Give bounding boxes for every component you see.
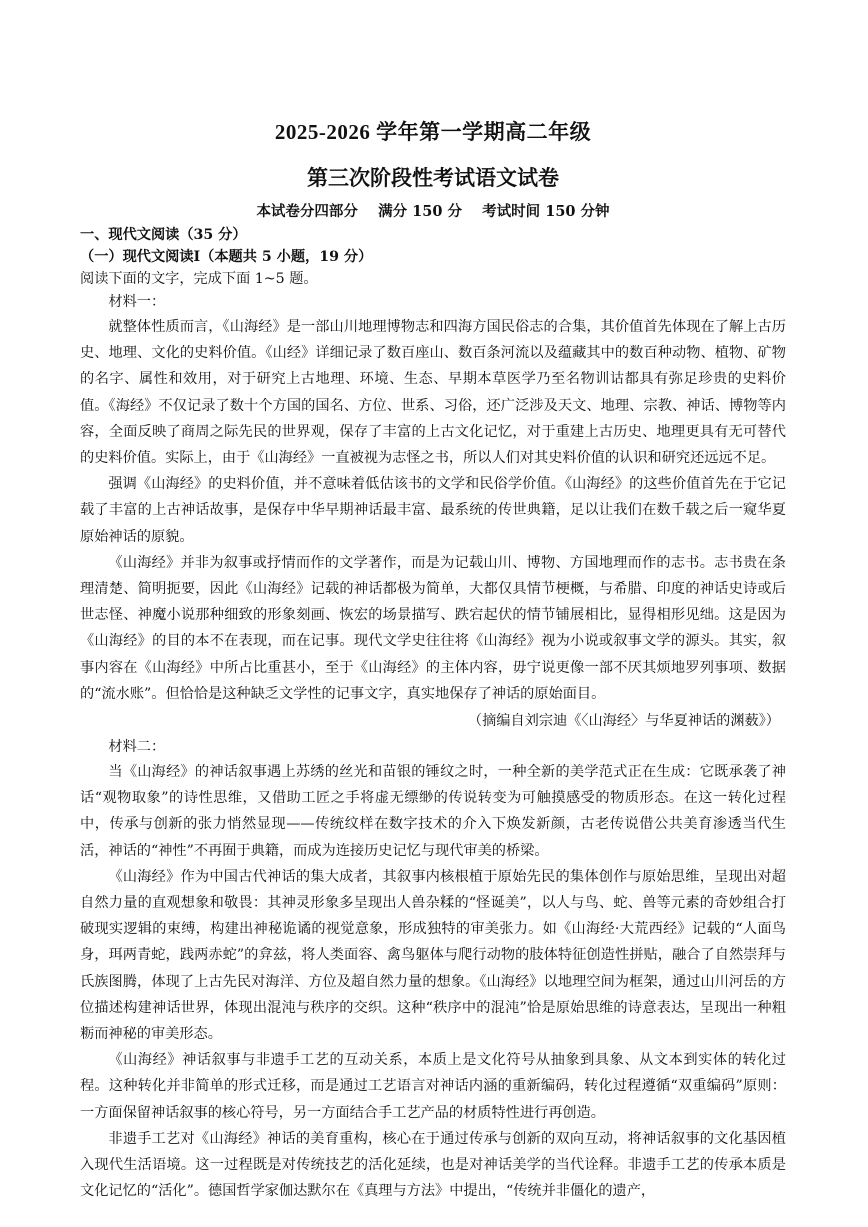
material1-label: 材料一： — [108, 294, 166, 310]
material2-paragraph: 《山海经》神话叙事与非遗手工艺的互动关系，本质上是文化符号从抽象到具象、从文本到实体的转化过程。这种转化并非简单的形式迁移，而是通过工艺语言对神话内涵的重新编码，转化过程遵循“双重编码”原则：一方面保留神话叙事的核心符号，另一方面结合手工艺产品的材质特性进行再创造。 — [80, 1052, 786, 1121]
material2-paragraph: 《山海经》作为中国古代神话的集大成者，其叙事内核根植于原始先民的集体创作与原始思维，呈现出对超自然力量的直观想象和敬畏：其神灵形象多呈现出人兽杂糅的“怪诞美”，以人与鸟、蛇、兽等元素的奇妙组合打破现实逻辑的束缚，构建出神秘诡谲的视觉意象，形成独特的审美张力。如《山海经·大荒西经》记载的“人面鸟身，珥两青蛇，践两赤蛇”的弇兹，将人类面容、禽鸟躯体与爬行动物的肢体特征创造性拼贴，融合了自然崇拜与氏族图腾，体现了上古先民对海洋、方位及超自然力量的想象。《山海经》以地理空间为框架，通过山川河岳的方位描述构建神话世界，体现出混沌与秩序的交织。这种“秩序中的混沌”恰是原始思维的诗意表达，呈现出一种粗粝而神秘的审美形态。 — [80, 868, 786, 1043]
material1-paragraph: 强调《山海经》的史料价值，并不意味着低估该书的文学和民俗学价值。《山海经》的这些价值首先在于它记载了丰富的上古神话故事，是保存中华早期神话最丰富、最系统的传世典籍，足以让我们在数千载之后一窥华夏原始神话的原貌。 — [80, 476, 786, 545]
material2-paragraph: 非遗手工艺对《山海经》神话的美育重构，核心在于通过传承与创新的双向互动，将神话叙事的文化基因植入现代生活语境。这一过程既是对传统技艺的活化延续，也是对神话美学的当代诠释。非遗手工艺的传承本质是文化记忆的“活化”。德国哲学家伽达默尔在《真理与方法》中提出，“传统并非僵化的遗产， — [80, 1130, 786, 1200]
material2-paragraph: 当《山海经》的神话叙事遇上苏绣的丝光和苗银的锤纹之时，一种全新的美学范式正在生成：它既承袭了神话“观物取象”的诗性思维，又借助工匠之手将虚无缥缈的传说转变为可触摸感受的物质形态。在这一转化过程中，传承与创新的张力悄然显现——传统纹样在数字技术的介入下焕发新颜，古老传说借公共美育渗透当代生活，神话的“神性”不再囿于典籍，而成为连接历史记忆与现代审美的桥梁。 — [80, 764, 786, 859]
exam-title-line2: 第三次阶段性考试语文试卷 — [307, 166, 559, 190]
material1-paragraph: 就整体性质而言，《山海经》是一部山川地理博物志和四海方国民俗志的合集，其价值首先体现在了解上古历史、地理、文化的史料价值。《山经》详细记录了数百座山、数百条河流以及蕴藏其中的数百种动物、植物、矿物的名字、属性和效用，对于研究上古地理、环境、生态、早期本草医学乃至名物训诂都具有弥足珍贵的史料价值。《海经》不仅记录了数十个方国的国名、方位、世系、习俗，还广泛涉及天文、地理、宗教、神话、博物等内容，全面反映了商周之际先民的世界观，保存了丰富的上古文化记忆，对于重建上古历史、地理更具有无可替代的史料价值。实际上，由于《山海经》一直被视为志怪之书，所以人们对其史料价值的认识和研究还远远不足。 — [80, 319, 786, 467]
exam-title-line1: 2025-2026 学年第一学期高二年级 — [274, 120, 592, 144]
section-heading: 一、现代文阅读（35 分） — [80, 227, 247, 243]
material1-paragraph: 《山海经》并非为叙事或抒情而作的文学著作，而是为记载山川、博物、方国地理而作的志书。志书贵在条理清楚、简明扼要，因此《山海经》记载的神话都极为简单，大都仅具情节梗概，与希腊、印度的神话史诗或后世志怪、神魔小说那种细致的形象刻画、恢宏的场景描写、跌宕起伏的情节铺展相比，显得相形见绌。这是因为《山海经》的目的本不在表现，而在记事。现代文学史往往将《山海经》视为小说或叙事文学的源头。其实，叙事内容在《山海经》中所占比重甚小，至于《山海经》的主体内容，毋宁说更像一部不厌其烦地罗列事项、数据的“流水账”。但恰恰是这种缺乏文学性的记事文字，真实地保存了神话的原始面目。 — [80, 554, 786, 702]
instruction-text: 阅读下面的文字，完成下面 1~5 题。 — [80, 271, 318, 287]
material2-label: 材料二： — [108, 739, 166, 756]
material1-source: （摘编自刘宗迪《〈山海经〉与华夏神话的渊薮》） — [467, 713, 780, 730]
subsection-heading: （一）现代文阅读Ⅰ（本题共 5 小题，19 分） — [80, 249, 373, 265]
exam-subtitle: 本试卷分四部分 满分 150 分 考试时间 150 分钟 — [256, 203, 610, 220]
